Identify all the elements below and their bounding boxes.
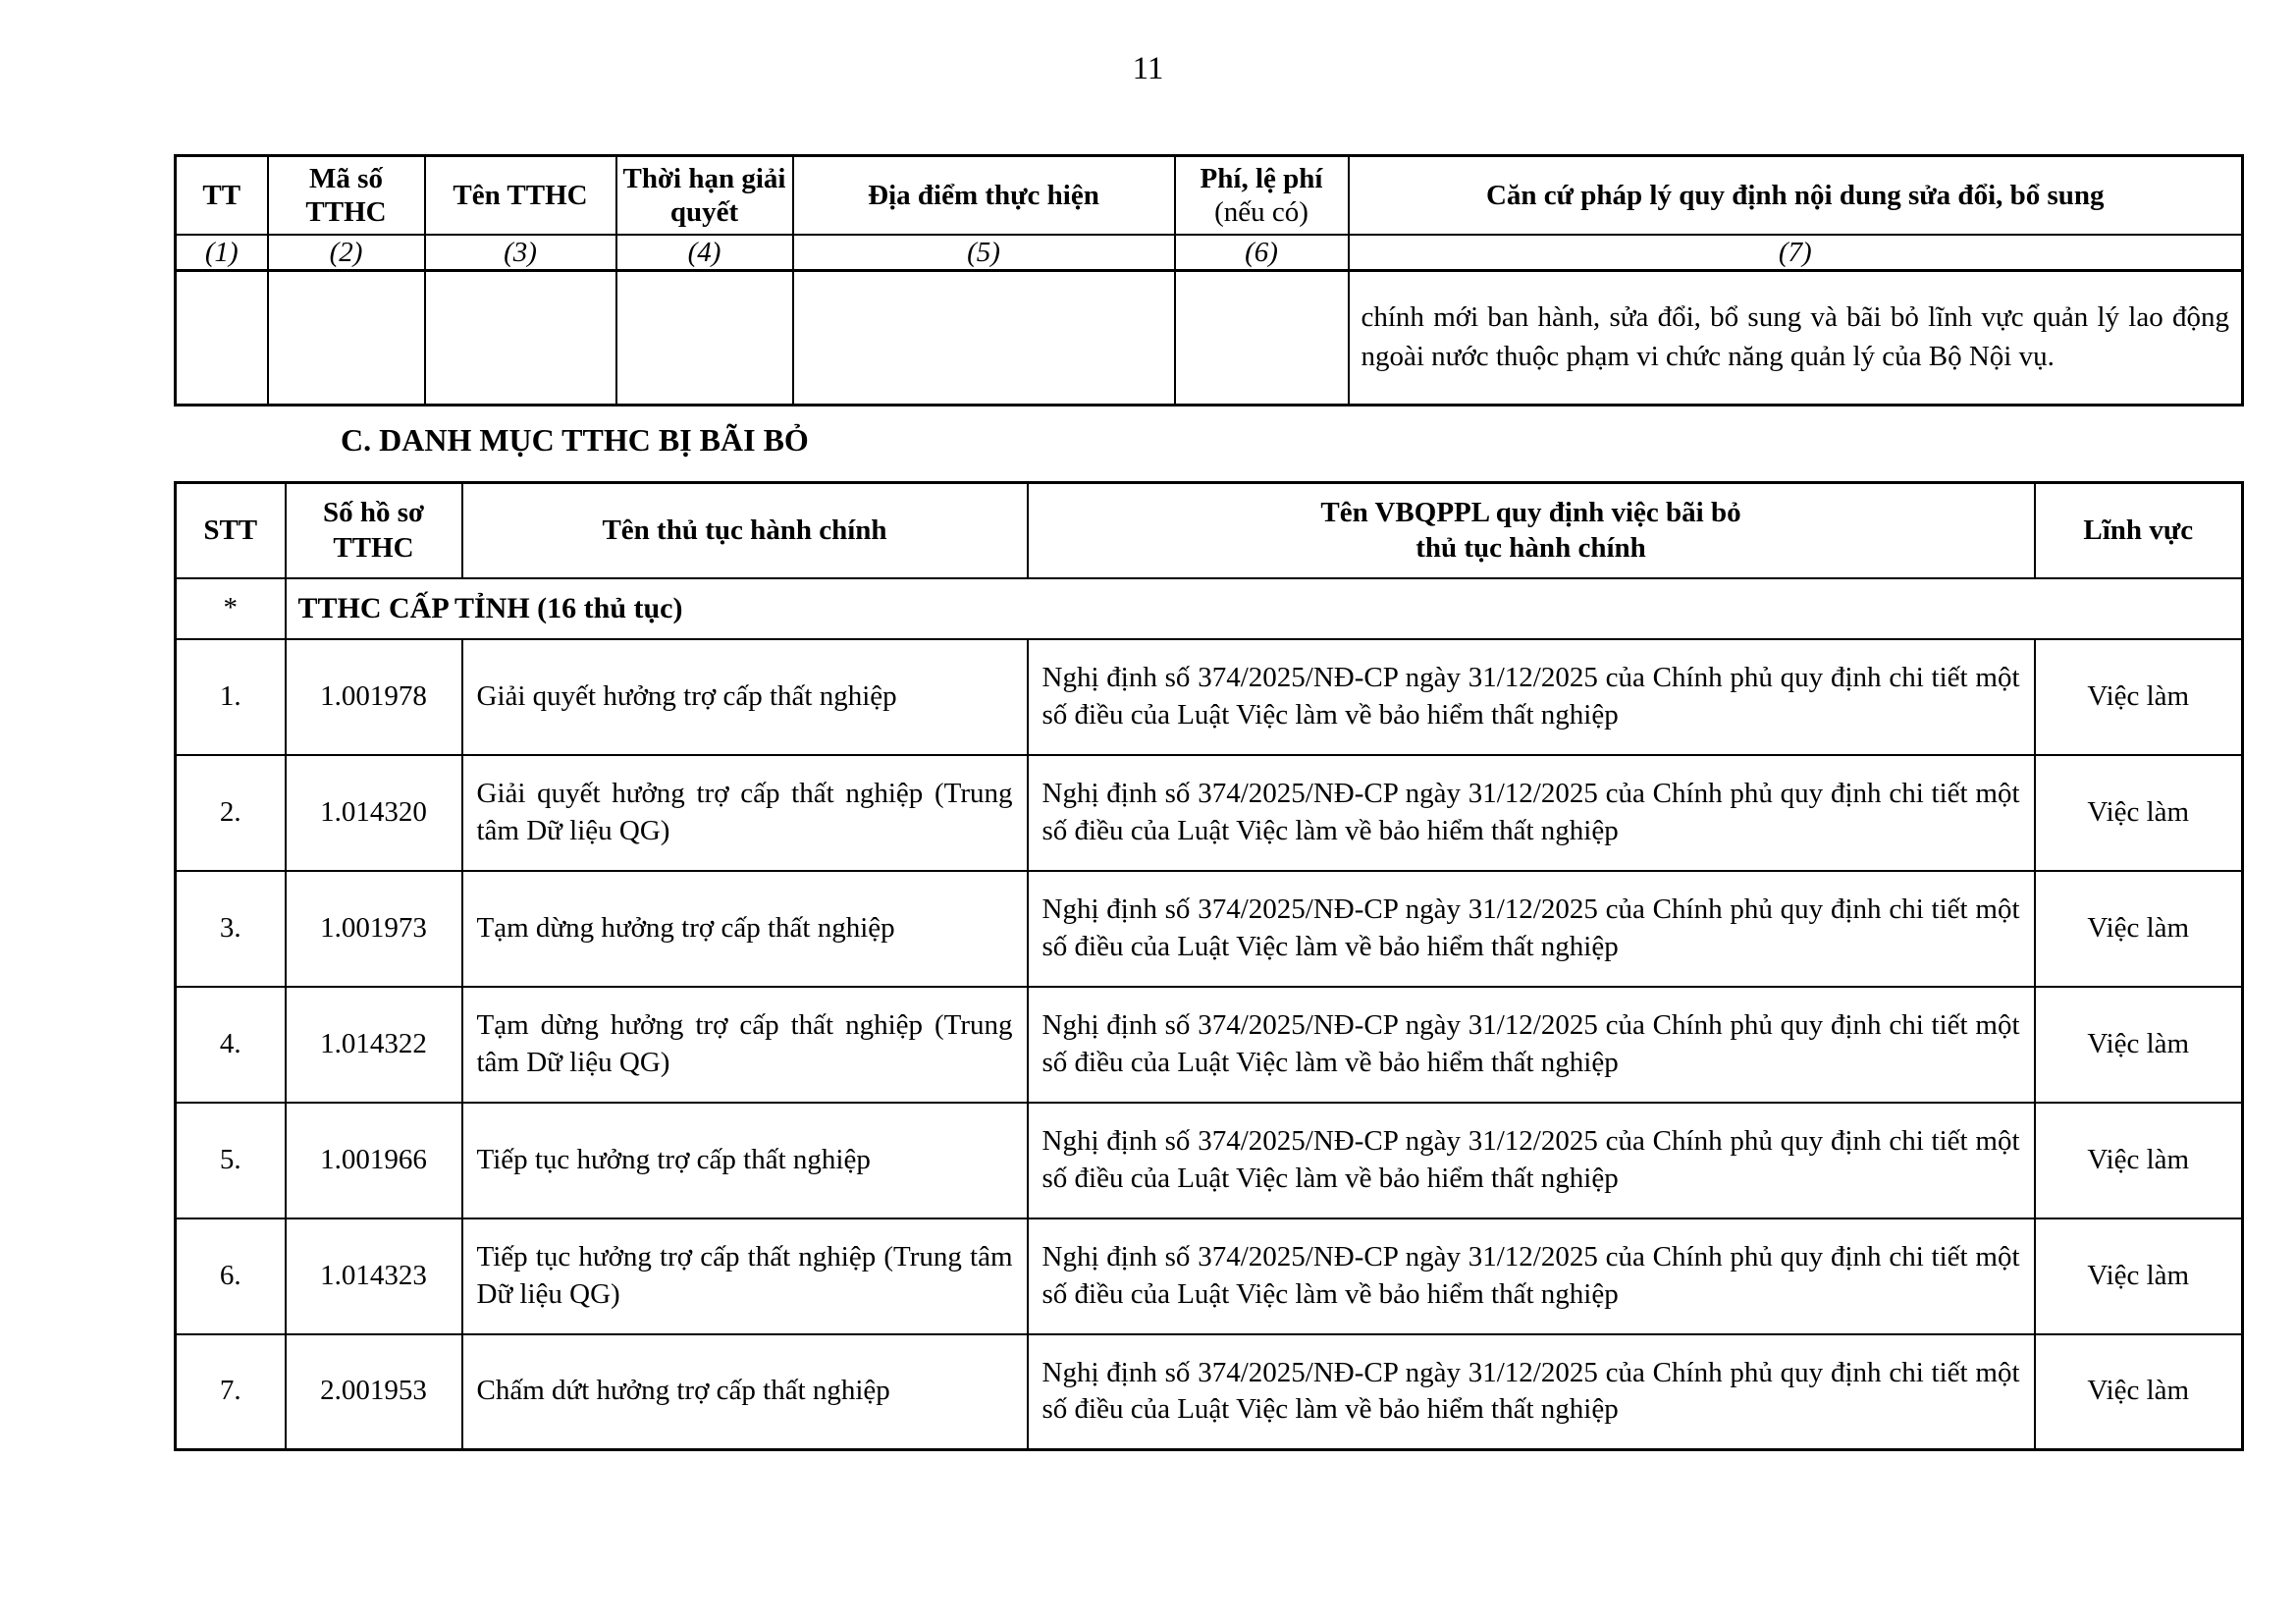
vbqppl-cell: Nghị định số 374/2025/NĐ-CP ngày 31/12/2025 của Chính phủ quy định chi tiết một số điều của Luật Việc làm về bảo hiểm thất nghiệp	[1028, 755, 2035, 871]
procedure-name-cell: Tạm dừng hưởng trợ cấp thất nghiệp	[462, 871, 1028, 987]
table2-header-name: Tên thủ tục hành chính	[462, 483, 1028, 578]
table2-group-row	[176, 578, 2243, 639]
field-cell: Việc làm	[2035, 871, 2243, 987]
code-cell: 1.001973	[286, 871, 462, 987]
table2-header-vbqppl-line1: Tên VBQPPL quy định việc bãi bỏ	[1320, 497, 1741, 528]
procedure-name-cell: Giải quyết hưởng trợ cấp thất nghiệp	[462, 639, 1028, 755]
table-row	[176, 1103, 2243, 1218]
amended-procedures-table	[174, 154, 2244, 406]
table1-header-name: Tên TTHC	[425, 156, 616, 235]
stt-cell: 7.	[176, 1334, 286, 1450]
field-cell: Việc làm	[2035, 1334, 2243, 1450]
vbqppl-cell: Nghị định số 374/2025/NĐ-CP ngày 31/12/2025 của Chính phủ quy định chi tiết một số điều của Luật Việc làm về bảo hiểm thất nghiệp	[1028, 1334, 2035, 1450]
column-number: (6)	[1175, 235, 1349, 271]
legal-basis-cell: chính mới ban hành, sửa đổi, bổ sung và bãi bỏ lĩnh vực quản lý lao động ngoài nước thuộc phạm vi chức năng quản lý của Bộ Nội vụ.	[1349, 271, 2243, 406]
table2-header-vbqppl	[1028, 483, 2035, 578]
stt-cell: 3.	[176, 871, 286, 987]
stt-cell: 2.	[176, 755, 286, 871]
stt-cell: 4.	[176, 987, 286, 1103]
code-cell: 1.001978	[286, 639, 462, 755]
table-row	[176, 987, 2243, 1103]
procedure-name-cell: Chấm dứt hưởng trợ cấp thất nghiệp	[462, 1334, 1028, 1450]
code-cell: 2.001953	[286, 1334, 462, 1450]
table2-header-stt: STT	[176, 483, 286, 578]
name-cell	[425, 271, 616, 406]
table1-header-fee-label: Phí, lệ phí	[1200, 162, 1323, 194]
vbqppl-cell: Nghị định số 374/2025/NĐ-CP ngày 31/12/2025 của Chính phủ quy định chi tiết một số điều của Luật Việc làm về bảo hiểm thất nghiệp	[1028, 987, 2035, 1103]
time-cell	[616, 271, 793, 406]
group-label: TTHC CẤP TỈNH (16 thủ tục)	[286, 578, 2243, 639]
code-cell: 1.014320	[286, 755, 462, 871]
table-row	[176, 639, 2243, 755]
table-row	[176, 1334, 2243, 1450]
group-marker: *	[176, 578, 286, 639]
procedure-name-cell: Tạm dừng hưởng trợ cấp thất nghiệp (Trung tâm Dữ liệu QG)	[462, 987, 1028, 1103]
vbqppl-cell: Nghị định số 374/2025/NĐ-CP ngày 31/12/2025 của Chính phủ quy định chi tiết một số điều của Luật Việc làm về bảo hiểm thất nghiệp	[1028, 1218, 2035, 1334]
column-number: (4)	[616, 235, 793, 271]
column-number: (1)	[176, 235, 268, 271]
table1-header-row	[176, 156, 2243, 235]
table2-header-row	[176, 483, 2243, 578]
table2-header-code: Số hồ sơ TTHC	[286, 483, 462, 578]
code-cell: 1.014322	[286, 987, 462, 1103]
table2-header-vbqppl-line2: thủ tục hành chính	[1415, 532, 1646, 565]
table1-header-time: Thời hạn giải quyết	[616, 156, 793, 235]
procedure-name-cell: Tiếp tục hưởng trợ cấp thất nghiệp (Trung tâm Dữ liệu QG)	[462, 1218, 1028, 1334]
table1-header-tt: TT	[176, 156, 268, 235]
table1-continuation-row	[176, 271, 2243, 406]
table1-header-fee	[1175, 156, 1349, 235]
code-cell	[268, 271, 425, 406]
fee-cell	[1175, 271, 1349, 406]
abolished-procedures-table	[174, 481, 2244, 1451]
table1-header-code: Mã số TTHC	[268, 156, 425, 235]
table-row	[176, 755, 2243, 871]
vbqppl-cell: Nghị định số 374/2025/NĐ-CP ngày 31/12/2025 của Chính phủ quy định chi tiết một số điều của Luật Việc làm về bảo hiểm thất nghiệp	[1028, 1103, 2035, 1218]
table1-column-numbers-row	[176, 235, 2243, 271]
page-number: 11	[1132, 51, 1164, 86]
code-cell: 1.014323	[286, 1218, 462, 1334]
column-number: (3)	[425, 235, 616, 271]
field-cell: Việc làm	[2035, 1103, 2243, 1218]
stt-cell: 1.	[176, 639, 286, 755]
table-row	[176, 1218, 2243, 1334]
column-number: (5)	[793, 235, 1175, 271]
table1-header-legal: Căn cứ pháp lý quy định nội dung sửa đổi, bổ sung	[1349, 156, 2243, 235]
field-cell: Việc làm	[2035, 639, 2243, 755]
table1-header-fee-note: (nếu có)	[1214, 195, 1308, 228]
field-cell: Việc làm	[2035, 987, 2243, 1103]
tt-cell	[176, 271, 268, 406]
stt-cell: 5.	[176, 1103, 286, 1218]
section-c-title: C. DANH MỤC TTHC BỊ BÃI BỎ	[341, 422, 809, 458]
field-cell: Việc làm	[2035, 755, 2243, 871]
procedure-name-cell: Tiếp tục hưởng trợ cấp thất nghiệp	[462, 1103, 1028, 1218]
field-cell: Việc làm	[2035, 1218, 2243, 1334]
vbqppl-cell: Nghị định số 374/2025/NĐ-CP ngày 31/12/2025 của Chính phủ quy định chi tiết một số điều của Luật Việc làm về bảo hiểm thất nghiệp	[1028, 639, 2035, 755]
vbqppl-cell: Nghị định số 374/2025/NĐ-CP ngày 31/12/2025 của Chính phủ quy định chi tiết một số điều của Luật Việc làm về bảo hiểm thất nghiệp	[1028, 871, 2035, 987]
table1-header-place: Địa điểm thực hiện	[793, 156, 1175, 235]
code-cell: 1.001966	[286, 1103, 462, 1218]
stt-cell: 6.	[176, 1218, 286, 1334]
procedure-name-cell: Giải quyết hưởng trợ cấp thất nghiệp (Trung tâm Dữ liệu QG)	[462, 755, 1028, 871]
column-number: (2)	[268, 235, 425, 271]
table-row	[176, 871, 2243, 987]
table2-header-field: Lĩnh vực	[2035, 483, 2243, 578]
place-cell	[793, 271, 1175, 406]
column-number: (7)	[1349, 235, 2243, 271]
